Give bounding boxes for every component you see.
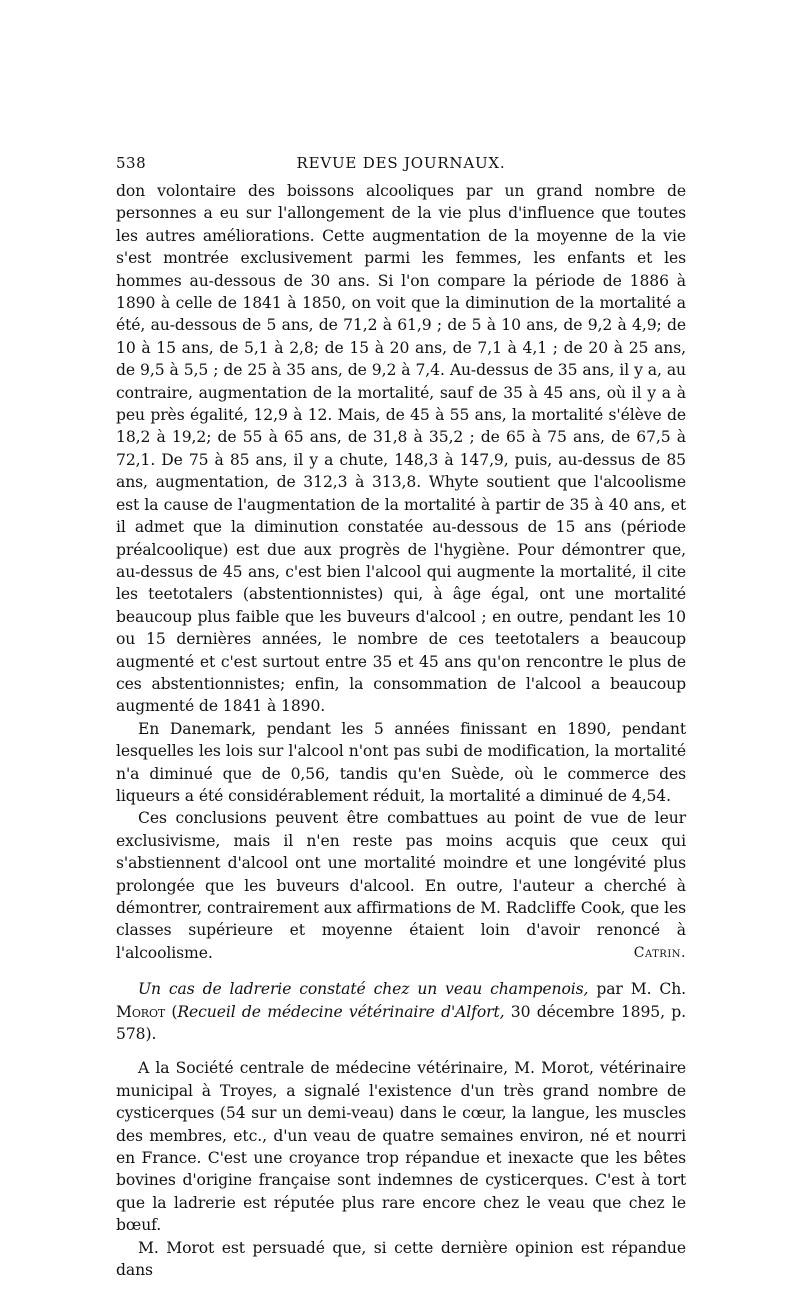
document-page [116, 150, 686, 1282]
running-head: REVUE DES JOURNAUX. [296, 154, 506, 172]
article-title-by: par M. Ch. [588, 980, 686, 999]
section-gap [116, 1045, 686, 1057]
author-signature: Catrin. [633, 944, 686, 961]
article-source-italic: Recueil de médecine vétérinaire d'Alfort, [177, 1002, 505, 1021]
article-source-rest: 30 décembre 1895, p. 578). [116, 1002, 686, 1044]
paragraph-3-text: Ces conclusions peuvent être combattues au point de vue de leur exclusivisme, mais il n'en reste pas moins acquis que ceux qui s'abstiennent d'alcool ont une mortalité moindre et une longévité plus prolongée que les buveurs d'alcool. En outre, l'auteur a cherché à démontrer, contrairement aux affirmations de M. Radcliffe Cook, que les classes supérieure et moyenne étaient loin d'avoir renoncé à l'alcoolisme. [116, 809, 686, 962]
paragraph-3 [116, 807, 686, 964]
paragraph-2: En Danemark, pendant les 5 années finissant en 1890, pendant lesquelles les lois sur l'alcool n'ont pas subi de modification, la mortalité n'a diminué que de 0,56, tandis qu'en Suède, où le commerce des liqueurs a été considérablement réduit, la mortalité a diminué de 4,54. [116, 719, 686, 805]
page-header [116, 150, 686, 180]
paragraph-3-block [116, 807, 686, 964]
page-number: 538 [116, 154, 147, 172]
paragraph-5: M. Morot est persuadé que, si cette dernière opinion est répandue dans [116, 1238, 686, 1280]
article-title [116, 978, 686, 1045]
paragraph-4: A la Société centrale de médecine vétérinaire, M. Morot, vétérinaire municipal à Troyes, a signalé l'existence d'un très grand nombre de cysticerques (54 sur un demi-veau) dans le cœur, la langue, les muscles des membres, etc., d'un veau de quatre semaines environ, né et nourri en France. C'est une croyance trop répandue et inexacte que les bêtes bovines d'origine française sont indemnes de cysticerques. C'est à tort que la ladrerie est réputée plus rare encore chez le veau que chez le bœuf. [116, 1059, 686, 1235]
article-source-open: ( [165, 1002, 178, 1021]
paragraph-1: don volontaire des boissons alcooliques par un grand nombre de personnes a eu sur l'allongement de la vie plus d'influence que toutes les autres améliorations. Cette augmentation de la moyenne de la vie s'est montrée exclusivement parmi les femmes, les enfants et les hommes au-dessous de 30 ans. Si l'on compare la période de 1886 à 1890 à celle de 1841 à 1850, on voit que la diminution de la mortalité a été, au-dessous de 5 ans, de 71,2 à 61,9 ; de 5 à 10 ans, de 9,2 à 4,9; de 10 à 15 ans, de 5,1 à 2,8; de 15 à 20 ans, de 7,1 à 4,1 ; de 20 à 25 ans, de 9,5 à 5,5 ; de 25 à 35 ans, de 9,2 à 7,4. Au-dessus de 35 ans, il y a, au contraire, augmentation de la mortalité, sauf de 35 à 45 ans, où il y a à peu près égalité, 12,9 à 12. Mais, de 45 à 55 ans, la mortalité s'élève de 18,2 à 19,2; de 55 à 65 ans, de 31,8 à 35,2 ; de 65 à 75 ans, de 67,5 à 72,1. De 75 à 85 ans, il y a chute, 148,3 à 147,9, puis, au-dessus de 85 ans, augmentation, de 312,3 à 313,8. Whyte soutient que l'alcoolisme est la cause de l'augmentation de la mortalité à partir de 35 à 40 ans, et il admet que la diminution constatée au-dessous de 15 ans (période préalcoolique) est due aux progrès de l'hygiène. Pour démontrer que, au-dessus de 45 ans, c'est bien l'alcool qui augmente la mortalité, il cite les teetotalers (abstentionnistes) qui, à âge égal, ont une mortalité beaucoup plus faible que les buveurs d'alcool ; en outre, pendant les 10 ou 15 dernières années, le nombre de ces teetotalers a beaucoup augmenté et c'est surtout entre 35 et 45 ans qu'on rencontre le plus de ces abstentionnistes; enfin, la consommation de l'alcool a beaucoup augmenté de 1841 à 1890. [116, 182, 686, 716]
article-author: Morot [116, 1002, 166, 1021]
article-title-italic: Un cas de ladrerie constaté chez un veau champenois, [138, 980, 589, 999]
